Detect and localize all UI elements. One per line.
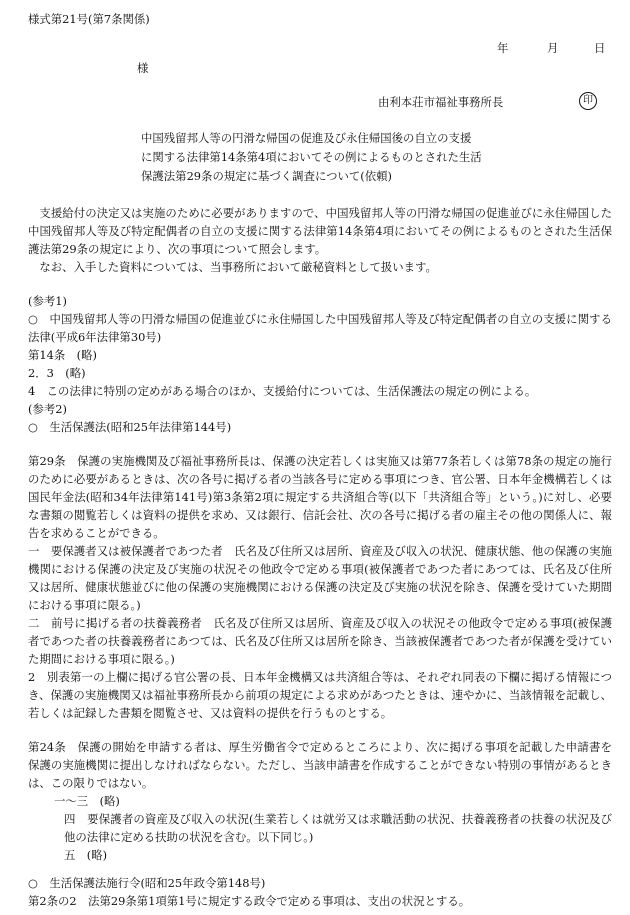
document-title xyxy=(141,129,521,186)
article-29-main: 第29条 保護の実施機関及び福祉事務所長は、保護の決定若しくは実施又は第77条若しくは第78条の規定の施行のために必要があるときは、次の各号に掲げる者の当該各号に定める事項につき、官公署、日本年金機構若しくは国民年金法(昭和34年法律第141号)第3条第2項に規定する共済組合等(以下「共済組合等」という。)に対し、必要な書類の閲覧若しくは資料の提供を求め、又は銀行、信託会社、次の各号に掲げる者の雇主その他の関係人に、報告を求めることができる。 xyxy=(28,454,612,540)
ref1-items-2-3: 2．3 (略) xyxy=(28,366,86,380)
seal-icon: 印 xyxy=(579,92,597,110)
article-24-items-1-3: 一～三 (略) xyxy=(54,794,120,808)
article-24-main: 第24条 保護の開始を申請する者は、厚生労働省令で定めるところにより、次に掲げる事項を記載した申請書を保護の実施機関に提出しなければならない。ただし、当該申請書を作成することができない特別の事情があるときは、この限りではない。 xyxy=(28,740,612,790)
date-year-label: 年 xyxy=(497,41,509,55)
ref1-heading: (参考1) xyxy=(28,294,67,308)
form-number: 様式第21号(第7条関係) xyxy=(28,12,150,26)
ref1-item-4: 4 この法律に特別の定めがある場合のほか、支援給付については、生活保護法の規定の例による。 xyxy=(28,384,537,398)
intro-paragraph-1: 支援給付の決定又は実施のために必要がありますので、中国残留邦人等の円滑な帰国の促進並びに永住帰国した中国残留邦人等及び特定配偶者の自立の支援に関する法律第14条第4項においてその例によるものとされた生活保護法第29条の規定により、次の事項について照会します。 xyxy=(28,206,612,256)
date-month-label: 月 xyxy=(547,41,559,55)
ref3-law-title: ○ 生活保護法施行令(昭和25年政令第148号) xyxy=(28,876,266,890)
addressee-suffix: 様 xyxy=(137,61,149,75)
date-day-label: 日 xyxy=(594,41,606,55)
title-line-1: 中国残留邦人等の円滑な帰国の促進及び永住帰国後の自立の支援 xyxy=(141,131,472,145)
title-line-3: 保護法第29条の規定に基づく調査について(依頼) xyxy=(141,169,392,183)
ref1-law-title: ○ 中国残留邦人等の円滑な帰国の促進並びに永住帰国した中国残留邦人等及び特定配偶者の自立の支援に関する法律(平成6年法律第30号) xyxy=(28,312,612,344)
document-body xyxy=(28,204,612,910)
article-24-item-5: 五 (略) xyxy=(64,848,108,862)
ref2-law-title: ○ 生活保護法(昭和25年法律第144号) xyxy=(28,420,232,434)
ref1-article-14: 第14条 (略) xyxy=(28,348,97,362)
article-29-item-1: 一 要保護者又は被保護者であつた者 氏名及び住所又は居所、資産及び収入の状況、健康状態、他の保護の実施機関における保護の決定及び実施の状況その他政令で定める事項(被保護者であつた者にあつては、氏名及び住所又は居所、健康状態並びに他の保護の実施機関における保護の決定及び実施の状況を除き、保護を受けていた期間における事項に限る。) xyxy=(28,544,612,612)
article-29-item-2: 二 前号に掲げる者の扶養義務者 氏名及び住所又は居所、資産及び収入の状況その他政令で定める事項(被保護者であつた者の扶養義務者にあつては、氏名及び住所又は居所を除き、当該被保護者であつた者が保護を受けていた期間における事項に限る。) xyxy=(28,616,612,666)
ref2-heading: (参考2) xyxy=(28,402,67,416)
ref3-article: 第2条の2 法第29条第1項第1号に規定する政令で定める事項は、支出の状況とする。 xyxy=(28,894,471,908)
article-29-paragraph-2: 2 別表第一の上欄に掲げる官公署の長、日本年金機構又は共済組合等は、それぞれ同表の下欄に掲げる情報につき、保護の実施機関又は福祉事務所長から前項の規定による求めがあつたときは、速やかに、当該情報を記載し、若しくは記録した書類を閲覧させ、又は資料の提供を行うものとする。 xyxy=(28,670,612,720)
article-24-item-4: 四 要保護者の資産及び収入の状況(生業若しくは就労又は求職活動の状況、扶養義務者の扶養の状況及び他の法律に定める扶助の状況を含む。以下同じ。) xyxy=(64,812,612,844)
office-name: 由利本荘市福祉事務所長 xyxy=(378,95,504,109)
title-line-2: に関する法律第14条第4項においてその例によるものとされた生活 xyxy=(141,150,482,164)
intro-paragraph-2: なお、入手した資料については、当事務所において厳秘資料として扱います。 xyxy=(39,260,437,274)
